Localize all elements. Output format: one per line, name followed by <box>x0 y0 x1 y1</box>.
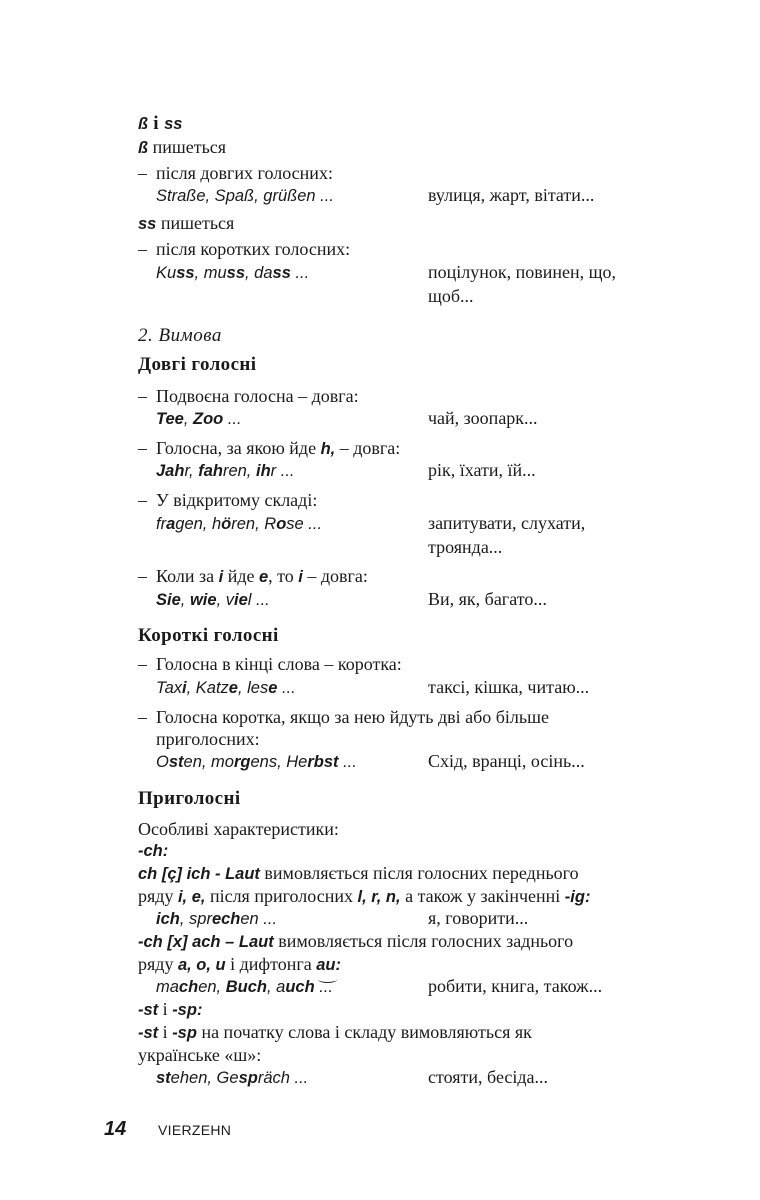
long-vowels-heading: Довгі голосні <box>138 354 257 375</box>
dash-bullet: – <box>138 707 147 727</box>
long-translation-3a: запитувати, слухати, <box>428 513 586 533</box>
short-vowels-heading: Короткі голосні <box>138 625 279 646</box>
text-run: , <box>180 591 190 609</box>
long-translation-2: рік, їхати, їй... <box>428 460 536 480</box>
dash-bullet: – <box>138 239 147 259</box>
rule-text <box>156 566 368 586</box>
text-run: Zoo <box>193 410 224 428</box>
long-translation-4: Ви, як, багато... <box>428 589 547 609</box>
long-example-1 <box>156 407 242 429</box>
long-rule-1 <box>138 385 359 407</box>
text-run: fr <box>156 515 167 533</box>
text-run: і дифтонга <box>225 954 317 974</box>
text-run: a <box>166 515 176 533</box>
text-run: wie <box>189 591 217 609</box>
text-run: ss <box>138 215 157 233</box>
text-run: ren, <box>222 462 256 480</box>
text-run: Tax <box>156 679 182 697</box>
text-run: en, mo <box>183 753 234 771</box>
text-run: а також у закінченні <box>400 886 565 906</box>
text-run: ß <box>138 139 149 157</box>
text-run: на початку слова і складу вимовляються як <box>196 1022 532 1042</box>
text-run: ряду <box>138 954 178 974</box>
text-run: h, <box>320 440 336 458</box>
ch-label: -ch: <box>138 842 169 860</box>
text-run: ich <box>156 910 180 928</box>
text-run: ... <box>314 978 334 996</box>
ss-example <box>156 261 309 283</box>
text-run: пишеться <box>156 213 235 233</box>
text-run: r, <box>184 462 199 480</box>
dash-bullet: – <box>138 163 147 183</box>
text-run: -sp <box>172 1024 197 1042</box>
text-run: e <box>258 568 269 586</box>
text-run: вимовляється після голосних заднього <box>273 931 574 951</box>
text-run: , a <box>266 978 286 996</box>
text-run: e <box>268 679 278 697</box>
text-run: en, <box>198 978 226 996</box>
text-run: i, e, <box>177 888 206 906</box>
text-run: Ku <box>156 264 177 282</box>
rule-text: після коротких голосних: <box>156 239 351 259</box>
text-run: i <box>298 568 303 586</box>
text-run: st <box>156 1069 171 1087</box>
dash-bullet: – <box>138 386 147 406</box>
text-run: ... <box>338 753 357 771</box>
st-line-1 <box>138 1021 532 1043</box>
text-run: ech <box>211 910 241 928</box>
dash-bullet: – <box>138 490 147 510</box>
section-title: 2. Вимова <box>138 325 222 346</box>
text-run: Jah <box>156 462 185 480</box>
text-run: ... <box>290 264 310 282</box>
diphthong-arc: au: <box>316 956 341 974</box>
text-run: після приголосних <box>205 886 358 906</box>
text-run: uch <box>285 978 315 996</box>
rule-text: Голосна коротка, якщо за нею йдуть дві або більше <box>156 707 549 727</box>
eszett-translation: вулиця, жарт, вітати... <box>428 185 595 205</box>
text-run: -ch [x] ach – Laut <box>138 933 274 951</box>
text-run: , spr <box>179 910 212 928</box>
long-translation-1: чай, зоопарк... <box>428 408 538 428</box>
ich-line-2 <box>138 885 590 907</box>
text-run: , Katz <box>186 679 229 697</box>
text-run: йде <box>223 566 259 586</box>
text-run: і <box>158 999 173 1019</box>
text-run: sp <box>238 1069 258 1087</box>
ich-translation: я, говорити... <box>428 908 529 928</box>
ss-line <box>138 212 234 234</box>
text-run: ... <box>277 679 296 697</box>
text-run: r ... <box>270 462 295 480</box>
text-run: ö <box>221 515 232 533</box>
text-run: ss <box>272 264 291 282</box>
text-run: räch ... <box>257 1069 309 1087</box>
rule-text: після довгих голосних: <box>156 163 333 183</box>
short-rule-2b: приголосних: <box>156 729 260 749</box>
text-run: i <box>182 679 187 697</box>
text-run: ch <box>178 978 199 996</box>
consonants-intro: Особливі характеристики: <box>138 819 339 839</box>
text-run: ens, He <box>250 753 308 771</box>
ich-line-1 <box>138 862 579 884</box>
text-run: Голосна, за якою йде <box>156 438 321 458</box>
eszett-line <box>138 136 226 158</box>
short-translation-1: таксі, кішка, читаю... <box>428 677 590 697</box>
eszett-rule <box>138 162 333 184</box>
consonants-heading: Приголосні <box>138 788 241 809</box>
long-example-3 <box>156 512 322 534</box>
text-run: ряду <box>138 886 178 906</box>
text-run: ie <box>233 591 248 609</box>
ach-line-1 <box>138 930 573 952</box>
ss-translation-2: щоб... <box>428 286 474 306</box>
text-run: rbst <box>307 753 339 771</box>
text-run: l ... <box>247 591 270 609</box>
text-run: Коли за <box>156 566 219 586</box>
text-run: Buch <box>225 978 267 996</box>
long-rule-2 <box>138 437 400 459</box>
text-run: ss <box>176 264 195 282</box>
text-run: rg <box>233 753 251 771</box>
long-example-2 <box>156 459 295 481</box>
dash-bullet: – <box>138 566 147 586</box>
text-run: O <box>156 753 169 771</box>
text-run: і <box>158 1022 173 1042</box>
text-run: , da <box>245 264 273 282</box>
text-run: , то <box>268 566 299 586</box>
st-label <box>138 998 202 1020</box>
st-example <box>156 1066 308 1088</box>
text-run: – довга: <box>302 566 368 586</box>
ach-translation: робити, книга, також... <box>428 976 603 996</box>
rule-text: Голосна в кінці слова – коротка: <box>156 654 402 674</box>
text-run: , v <box>216 591 234 609</box>
page-number-word: VIERZEHN <box>158 1122 232 1138</box>
text-run: l, r, n, <box>357 888 401 906</box>
text-run: -st <box>138 1024 159 1042</box>
text-run: Sie <box>156 591 181 609</box>
spelling-title <box>138 112 182 134</box>
long-translation-3b: троянда... <box>428 537 503 557</box>
text-run: o <box>276 515 287 533</box>
text-run: , mu <box>194 264 227 282</box>
text-run: – довга: <box>335 438 401 458</box>
text-run: a, o, u <box>177 956 226 974</box>
short-example-2 <box>156 750 357 772</box>
long-example-4 <box>156 588 270 610</box>
text-run: ss <box>226 264 245 282</box>
dash-bullet: – <box>138 654 147 674</box>
short-rule-1 <box>138 653 402 675</box>
short-example-1 <box>156 676 296 698</box>
text-run: gen, h <box>175 515 222 533</box>
text-run: ss <box>164 115 183 133</box>
ss-translation-1: поцілунок, повинен, що, <box>428 262 617 282</box>
text-run: пишеться <box>148 137 227 157</box>
ich-example <box>156 907 277 929</box>
text-run: fah <box>198 462 223 480</box>
eszett-example <box>156 184 334 206</box>
text-run: ß <box>138 115 149 133</box>
text-run: i <box>148 113 165 134</box>
long-rule-4 <box>138 565 368 587</box>
text-run: Tee <box>156 410 184 428</box>
text-run: -sp: <box>172 1001 203 1019</box>
rule-text <box>156 438 400 458</box>
text-run: -ig: <box>564 888 591 906</box>
text-run: ren, R <box>231 515 277 533</box>
text-run: -st <box>138 1001 159 1019</box>
ach-line-2 <box>138 953 341 975</box>
page-footer <box>104 1118 232 1141</box>
text-run: en ... <box>240 910 278 928</box>
text-run: ... <box>223 410 242 428</box>
long-rule-3 <box>138 489 317 511</box>
ach-line-2-text <box>138 954 316 974</box>
page-number: 14 <box>104 1118 127 1140</box>
rule-text: У відкритому складі: <box>156 490 318 510</box>
text-run: ch [ç] ich - Laut <box>138 865 260 883</box>
ach-example <box>156 975 333 997</box>
text-run: ehen, Ge <box>170 1069 239 1087</box>
text-run: ih <box>255 462 271 480</box>
text-run: se ... <box>286 515 323 533</box>
short-translation-2: Схід, вранці, осінь... <box>428 751 585 771</box>
text-run: i <box>218 568 224 586</box>
text-run: ma <box>156 978 179 996</box>
ss-rule <box>138 238 350 260</box>
short-rule-2a <box>138 706 549 728</box>
text-run: вимовляється після голосних переднього <box>259 863 579 883</box>
st-translation: стояти, бесіда... <box>428 1067 549 1087</box>
text-run: Straße, Spaß, grüßen ... <box>156 187 334 205</box>
text-run: e <box>228 679 238 697</box>
text-run: , les <box>237 679 269 697</box>
rule-text: Подвоєна голосна – довга: <box>156 386 359 406</box>
text-run: st <box>168 753 184 771</box>
dash-bullet: – <box>138 438 147 458</box>
st-line-2: українське «ш»: <box>138 1045 262 1065</box>
text-run: , <box>183 410 193 428</box>
